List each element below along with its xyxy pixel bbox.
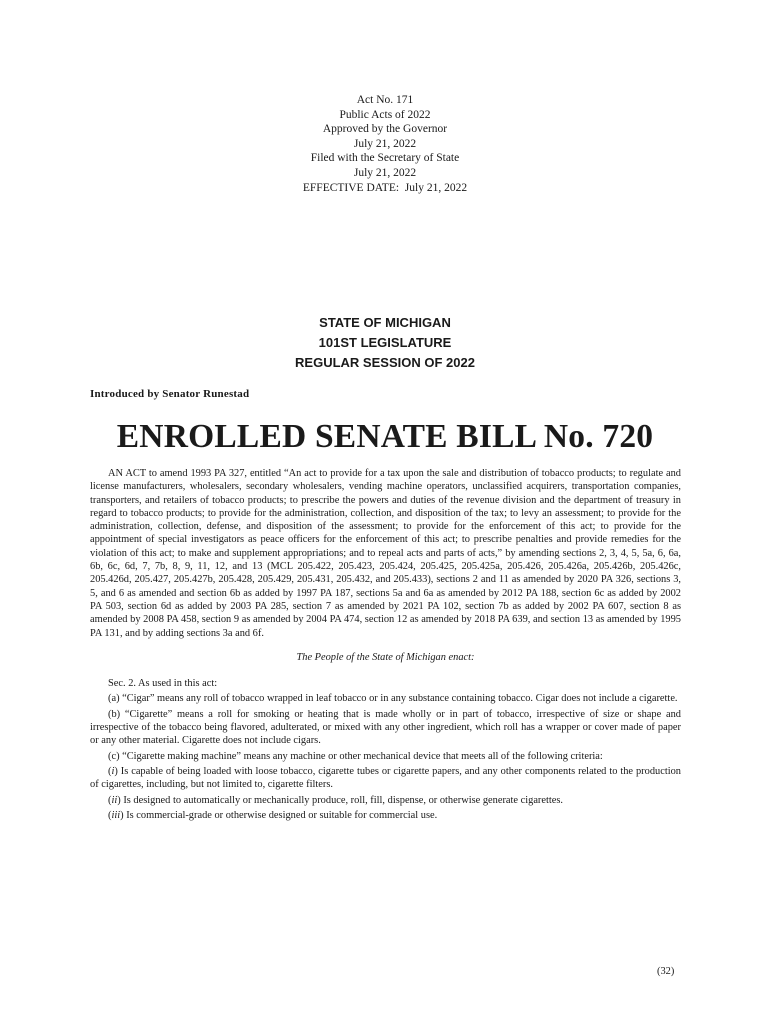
- act-header: [0, 93, 770, 195]
- state-name: STATE OF MICHIGAN: [319, 315, 451, 330]
- introduced-by: Introduced by Senator Runestad: [90, 388, 250, 400]
- approval-date: July 21, 2022: [353, 137, 417, 150]
- criterion-i: (i) Is capable of being loaded with loose tobacco, cigarette tubes or cigarette papers, and any other components related to the production of cigarettes, including, but not limited to, cigarette filters.: [90, 765, 681, 791]
- bill-body: [90, 467, 681, 824]
- session-name: REGULAR SESSION OF 2022: [295, 355, 475, 370]
- enacting-clause: The People of the State of Michigan enact:: [296, 651, 475, 663]
- criterion-ii: (ii) Is designed to automatically or mechanically produce, roll, fill, dispense, or otherwise generate cigarettes.: [108, 794, 564, 806]
- bill-title: ENROLLED SENATE BILL No. 720: [116, 418, 654, 455]
- filed-with-secretary: Filed with the Secretary of State: [310, 152, 460, 165]
- public-acts-year: Public Acts of 2022: [339, 108, 431, 121]
- section-heading: Sec. 2. As used in this act:: [108, 678, 218, 690]
- criterion-numeral: i: [111, 765, 115, 777]
- approved-by-governor: Approved by the Governor: [322, 123, 448, 136]
- definition-cigarette: (b) “Cigarette” means a roll for smoking or heating that is made wholly or in part of tobacco, irrespective of size or shape and irrespective of the tobacco being flavored, adulterated, or mixed with any other ingredient, which roll has a wrapper or cover made of paper or any other material. Cigarette does not include cigars.: [90, 708, 681, 747]
- definition-cigarette-making-machine: (c) “Cigarette making machine” means any machine or other mechanical device that meets all of the following criteria:: [108, 750, 603, 762]
- criterion-numeral: ii: [111, 794, 118, 806]
- effective-date: EFFECTIVE DATE: July 21, 2022: [302, 181, 468, 194]
- page-number: (32): [657, 966, 675, 977]
- act-paragraph: AN ACT to amend 1993 PA 327, entitled “An act to provide for a tax upon the sale and distribution of tobacco products; to regulate and license manufacturers, wholesalers, secondary wholesalers, vending machine operators, unclassified acquirers, transportation companies, transporters, and retailers of tobacco products; to prescribe the powers and duties of the revenue division and the department of treasury in regard to tobacco products; to provide for the administration, collection, and disposition of the tax; to levy an assessment; to provide for the administration, collection, defense, and disposition of the assessment; to provide for the enforcement of this act; to provide for the appointment of special investigators as peace officers for the enforcement of this act; to prescribe penalties and provide remedies for the violation of this act; to make and supplement appropriations; and to repeal acts and parts of acts,” by amending sections 2, 3, 4, 5, 5a, 6, 6a, 6b, 6c, 6d, 7, 7b, 8, 9, 11, 12, and 13 (MCL 205.422, 205.423, 205.424, 205.425, 205.425a, 205.426, 205.426a, 205.426b, 205.426c, 205.426d, 205.427, 205.427b, 205.428, 205.429, 205.431, 205.432, and 205.433), sections 2 and 11 as amended by 2020 PA 326, sections 3, 5, and 6 as amended and section 6b as added by 1997 PA 187, sections 5a and 6a as amended by 2012 PA 188, section 6c as added by 2002 PA 503, section 6d as added by 2003 PA 285, section 7 as amended by 2021 PA 102, section 7b as added by 2002 PA 607, section 8 as amended by 2008 PA 458, section 9 as amended by 2004 PA 474, section 12 as amended by 2018 PA 639, and section 13 as amended by 1995 PA 131, and by adding sections 3a and 6f.: [90, 468, 681, 639]
- criterion-text: Is capable of being loaded with loose tobacco, cigarette tubes or cigarette papers, and any other components related to the production of cigarettes, including, but not limited to, cigarette filters.: [90, 765, 681, 791]
- legislature-name: 101ST LEGISLATURE: [318, 335, 452, 350]
- criterion-text: Is designed to automatically or mechanically produce, roll, fill, dispense, or otherwise generate cigarettes.: [120, 794, 564, 806]
- filing-date: July 21, 2022: [353, 166, 417, 179]
- criterion-text: Is commercial-grade or otherwise designed or suitable for commercial use.: [123, 809, 438, 821]
- criterion-iii: (iii) Is commercial-grade or otherwise designed or suitable for commercial use.: [108, 809, 438, 821]
- act-number: Act No. 171: [356, 94, 414, 106]
- definition-cigar: (a) “Cigar” means any roll of tobacco wrapped in leaf tobacco or in any substance containing tobacco. Cigar does not include a cigarette.: [108, 693, 678, 705]
- legislature-heading: [0, 313, 770, 373]
- criterion-numeral: iii: [111, 809, 121, 821]
